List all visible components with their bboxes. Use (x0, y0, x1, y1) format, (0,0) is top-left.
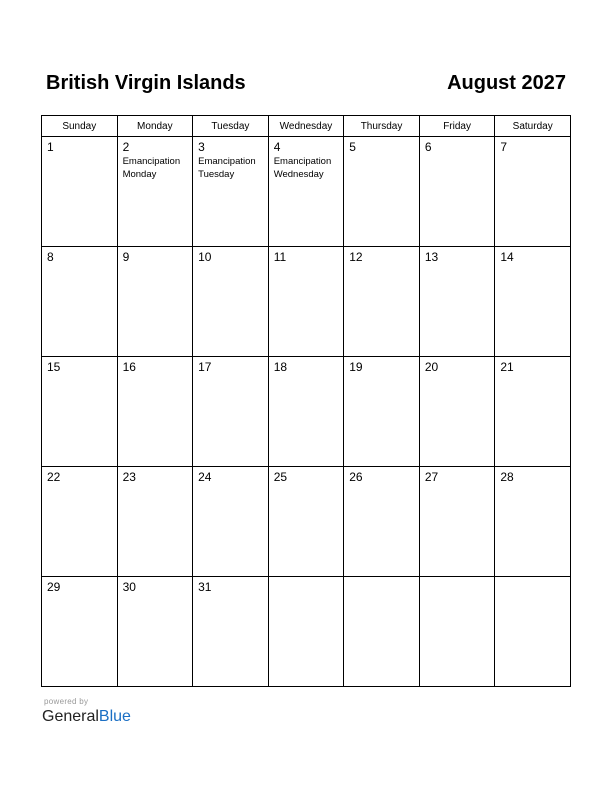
day-cell (419, 247, 495, 357)
day-number: 28 (500, 470, 514, 484)
month-title: August 2027 (447, 72, 566, 94)
day-number: 17 (198, 360, 212, 374)
day-number: 2 (122, 140, 130, 154)
day-number: 11 (273, 250, 287, 264)
day-cell (42, 577, 118, 687)
brand-name-blue: Blue (98, 708, 131, 725)
weekday-saturday: Saturday (495, 116, 571, 137)
day-cell (495, 467, 571, 577)
day-cell (193, 357, 269, 467)
day-cell (344, 247, 420, 357)
day-cell (495, 357, 571, 467)
day-cell (42, 247, 118, 357)
day-number: 20 (424, 360, 439, 374)
day-cell (117, 247, 193, 357)
day-number: 3 (198, 140, 205, 154)
day-number: 14 (500, 250, 514, 264)
day-cell (419, 467, 495, 577)
day-cell (268, 137, 344, 247)
day-number: 25 (273, 470, 288, 484)
day-number: 6 (424, 140, 432, 154)
weekday-friday: Friday (419, 116, 495, 137)
day-number: 5 (349, 140, 356, 154)
country-title: British Virgin Islands (46, 72, 246, 94)
day-number: 29 (47, 580, 61, 594)
day-cell (495, 577, 571, 687)
weekday-tuesday: Tuesday (193, 116, 269, 137)
day-number: 1 (47, 140, 54, 154)
day-number: 10 (198, 250, 212, 264)
day-number: 19 (349, 360, 363, 374)
week-row (42, 467, 571, 577)
day-cell (419, 137, 495, 247)
day-cell (344, 137, 420, 247)
brand-logo (42, 707, 131, 727)
day-number: 24 (198, 470, 212, 484)
day-number: 9 (122, 250, 130, 264)
holiday-label: Emancipation Monday (122, 156, 181, 180)
week-row (42, 577, 571, 687)
day-cell (193, 467, 269, 577)
week-row (42, 247, 571, 357)
day-number: 26 (349, 470, 363, 484)
day-number: 8 (47, 250, 54, 264)
powered-by-text: powered by (44, 697, 89, 706)
day-cell (344, 467, 420, 577)
brand-footer (42, 697, 131, 727)
weekday-monday: Monday (117, 116, 193, 137)
weekday-wednesday: Wednesday (268, 116, 344, 137)
weekday-sunday: Sunday (42, 116, 118, 137)
weekday-thursday: Thursday (344, 116, 420, 137)
day-number: 16 (122, 360, 136, 374)
day-cell (42, 357, 118, 467)
day-cell (495, 137, 571, 247)
holiday-label: Emancipation Tuesday (198, 156, 256, 180)
day-cell (419, 357, 495, 467)
brand-name-general: General (42, 708, 99, 725)
day-cell (193, 577, 269, 687)
day-cell (42, 137, 118, 247)
day-number: 21 (500, 360, 514, 374)
day-cell (193, 247, 269, 357)
day-cell (117, 137, 193, 247)
day-number: 15 (47, 360, 61, 374)
day-number: 7 (500, 140, 508, 154)
day-cell (117, 357, 193, 467)
holiday-label: Emancipation Wednesday (273, 156, 332, 180)
day-cell (268, 247, 344, 357)
week-row (42, 357, 571, 467)
day-cell (344, 577, 420, 687)
day-number: 31 (198, 580, 212, 594)
day-cell (268, 357, 344, 467)
day-cell (117, 467, 193, 577)
day-cell (42, 467, 118, 577)
day-cell (117, 577, 193, 687)
day-cell (268, 467, 344, 577)
day-cell (495, 247, 571, 357)
calendar-grid (41, 115, 571, 687)
day-number: 18 (273, 360, 288, 374)
day-number: 4 (273, 140, 281, 154)
weekday-header-row (42, 116, 571, 137)
week-row (42, 137, 571, 247)
day-cell (344, 357, 420, 467)
day-number: 22 (47, 470, 61, 484)
day-cell (419, 577, 495, 687)
day-number: 12 (349, 250, 363, 264)
day-number: 23 (122, 470, 136, 484)
day-cell (268, 577, 344, 687)
day-number: 13 (424, 250, 439, 264)
day-number: 27 (424, 470, 439, 484)
day-number: 30 (122, 580, 136, 594)
calendar-header (46, 72, 566, 98)
day-cell (193, 137, 269, 247)
